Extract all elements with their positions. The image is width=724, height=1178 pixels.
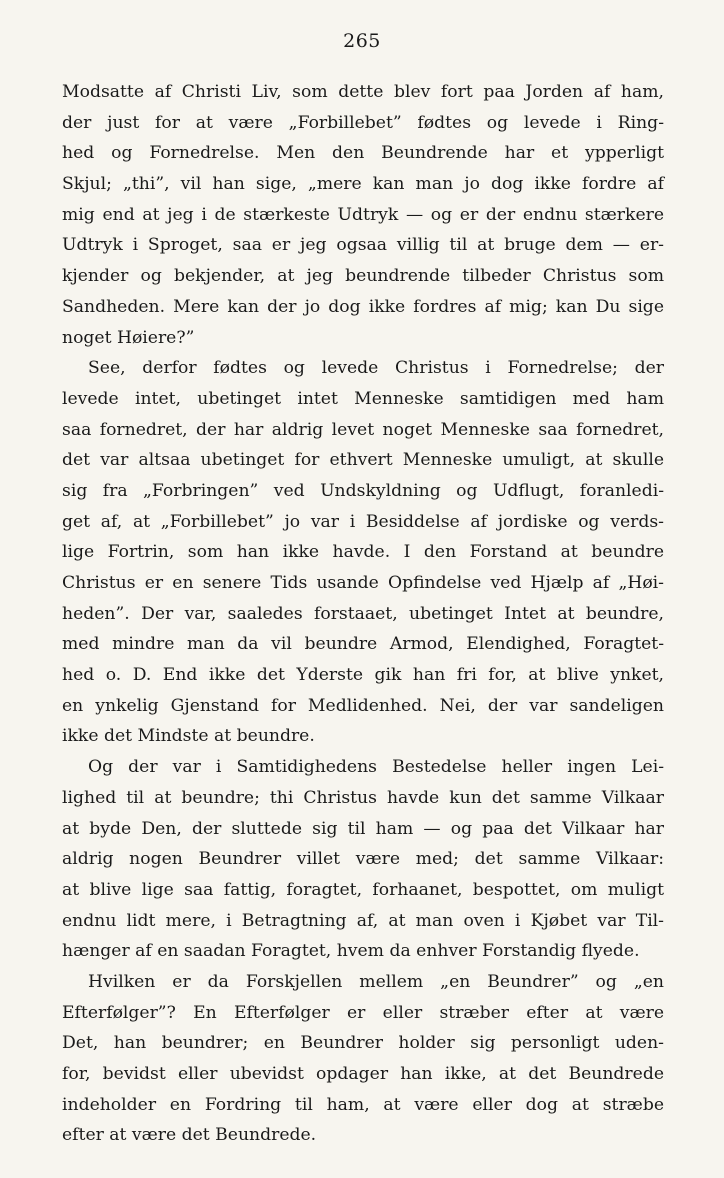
text-line: ikke det Mindste at beundre. bbox=[62, 726, 315, 747]
text-line: en ynkelig Gjenstand for Medlidenhed. Nei, der var sandeligen bbox=[62, 695, 664, 716]
text-line: at byde Den, der sluttede sig til ham — og paa det Vilkaar har bbox=[62, 818, 664, 839]
text-line: indeholder en Fordring til ham, at være eller dog at stræbe bbox=[62, 1094, 664, 1115]
text-line: for, bevidst eller ubevidst opdager han ikke, at det Beundrede bbox=[62, 1064, 664, 1084]
text-line: Og der var i Samtidighedens Bestedelse heller ingen Lei- bbox=[88, 757, 664, 778]
text-line: noget Høiere?” bbox=[62, 327, 195, 348]
text-line: efter at være det Beundrede. bbox=[62, 1125, 317, 1146]
page-number: 265 bbox=[343, 30, 381, 52]
text-line: Det, han beundrer; en Beundrer holder sig personligt uden- bbox=[62, 1033, 664, 1054]
text-line: der just for at være „Forbillebet” fødtes og levede i Ring- bbox=[62, 112, 664, 133]
text-line: mig end at jeg i de stærkeste Udtryk — og er der endnu stærkere bbox=[62, 204, 664, 225]
text-line: heden”. Der var, saaledes forstaaet, ubetinget Intet at beundre, bbox=[62, 603, 664, 624]
text-line: Skjul; „thi”, vil han sige, „mere kan man jo dog ikke fordre af bbox=[62, 174, 664, 195]
text-line: aldrig nogen Beundrer villet være med; det samme Vilkaar: bbox=[62, 849, 664, 870]
text-line: Udtryk i Sproget, saa er jeg ogsaa villig til at bruge dem — er- bbox=[62, 235, 664, 256]
text-line: levede intet, ubetinget intet Menneske samtidigen med ham bbox=[62, 388, 664, 409]
text-line: See, derfor fødtes og levede Christus i Fornedrelse; der bbox=[88, 358, 664, 379]
text-line: hed o. D. End ikke det Yderste gik han fri for, at blive ynket, bbox=[62, 665, 664, 686]
body-text bbox=[62, 77, 664, 1151]
text-line: hed og Fornedrelse. Men den Beundrende har et ypperligt bbox=[62, 143, 664, 164]
text-line: lighed til at beundre; thi Christus havde kun det samme Vilkaar bbox=[62, 787, 664, 808]
text-line: sig fra „Forbringen” ved Undskyldning og Udflugt, foranledi- bbox=[62, 480, 664, 501]
text-line: endnu lidt mere, i Betragtning af, at man oven i Kjøbet var Til- bbox=[62, 910, 664, 931]
text-line: Sandheden. Mere kan der jo dog ikke fordres af mig; kan Du sige bbox=[62, 296, 664, 317]
text-line: saa fornedret, der har aldrig levet noget Menneske saa fornedret, bbox=[62, 419, 664, 440]
text-line: Modsatte af Christi Liv, som dette blev fort paa Jorden af ham, bbox=[62, 82, 664, 102]
text-line: med mindre man da vil beundre Armod, Elendighed, Foragtet- bbox=[62, 634, 664, 655]
text-line: kjender og bekjender, at jeg beundrende tilbeder Christus som bbox=[62, 266, 664, 287]
text-line: get af, at „Forbillebet” jo var i Besiddelse af jordiske og verds- bbox=[62, 511, 664, 532]
text-line: hænger af en saadan Foragtet, hvem da enhver Forstandig flyede. bbox=[62, 941, 640, 962]
text-line: lige Fortrin, som han ikke havde. I den Forstand at beundre bbox=[62, 542, 664, 563]
text-line: Christus er en senere Tids usande Opfindelse ved Hjælp af „Høi- bbox=[62, 573, 664, 593]
text-line: Hvilken er da Forskjellen mellem „en Beundrer” og „en bbox=[88, 971, 664, 992]
text-line: det var altsaa ubetinget for ethvert Menneske umuligt, at skulle bbox=[62, 450, 664, 471]
text-line: at blive lige saa fattig, foragtet, forhaanet, bespottet, om muligt bbox=[62, 879, 664, 900]
text-line: Efterfølger”? En Efterfølger er eller stræber efter at være bbox=[62, 1002, 664, 1023]
